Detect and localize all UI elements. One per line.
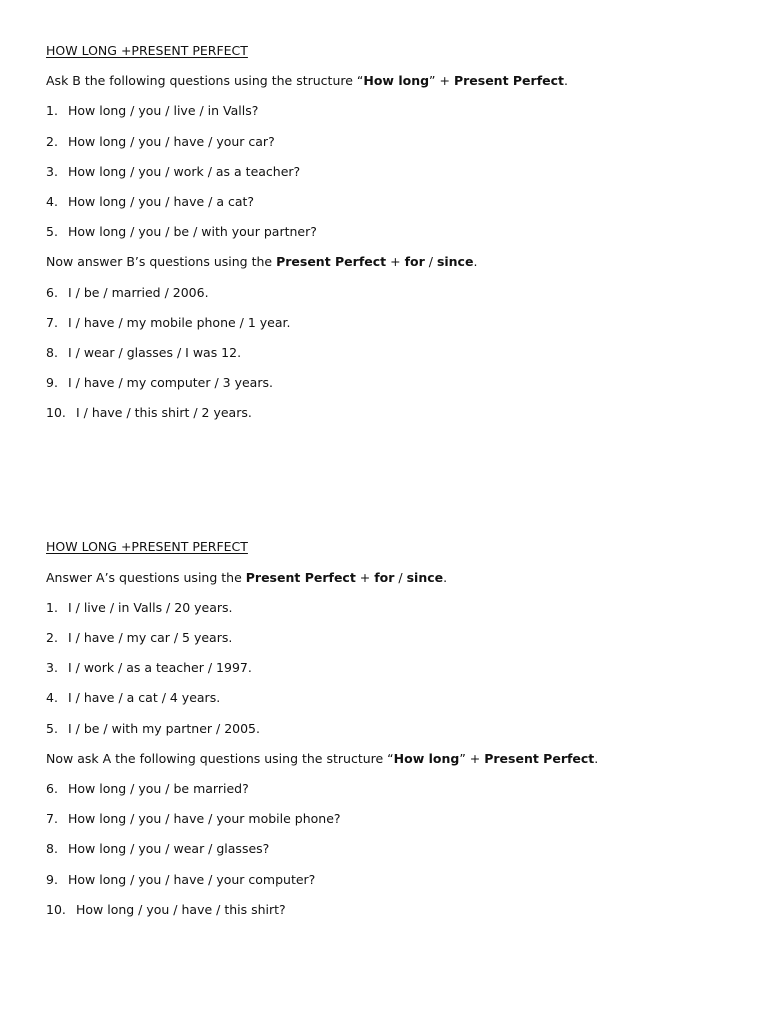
- section-title: HOW LONG +PRESENT PERFECT: [46, 43, 248, 58]
- list-item: 2. I / have / my car / 5 years.: [46, 630, 233, 645]
- list-item: 10. How long / you / have / this shirt?: [46, 901, 286, 917]
- worksheet-page: [46, 40, 736, 929]
- list-item: 4. How long / you / have / a cat?: [46, 193, 255, 209]
- list-item: 2. How long / you / have / your car?: [46, 133, 275, 149]
- list-item: 1. I / live / in Valls / 20 years.: [46, 599, 233, 615]
- instruction-ask-questions: Ask B the following questions using the structure “How long” + Present Perfect.: [46, 73, 568, 89]
- section-title: HOW LONG +PRESENT PERFECT: [46, 539, 248, 555]
- list-item: 8. How long / you / wear / glasses?: [46, 841, 270, 857]
- section-student-b: [46, 536, 736, 928]
- list-item: 8. I / wear / glasses / I was 12.: [46, 344, 242, 360]
- list-item: 9. How long / you / have / your computer?: [46, 871, 316, 887]
- list-item: 10. I / have / this shirt / 2 years.: [46, 405, 252, 421]
- list-item: 1. How long / you / live / in Valls?: [46, 103, 259, 119]
- instruction-ask-questions: Now ask A the following questions using the structure “How long” + Present Perfect.: [46, 750, 599, 766]
- list-item: 9. I / have / my computer / 3 years.: [46, 375, 273, 391]
- instruction-answer-questions: Answer A’s questions using the Present Perfect + for / since.: [46, 569, 448, 585]
- list-item: 4. I / have / a cat / 4 years.: [46, 690, 221, 706]
- list-item: 7. How long / you / have / your mobile phone?: [46, 811, 341, 827]
- list-item: 5. How long / you / be / with your partner?: [46, 224, 317, 240]
- list-item: 5. I / be / with my partner / 2005.: [46, 720, 260, 736]
- list-item: 3. I / work / as a teacher / 1997.: [46, 660, 252, 676]
- instruction-answer-questions: Now answer B’s questions using the Present Perfect + for / since.: [46, 254, 478, 270]
- section-student-a: [46, 40, 736, 432]
- list-item: 6. I / be / married / 2006.: [46, 284, 209, 300]
- list-item: 6. How long / you / be married?: [46, 780, 249, 796]
- list-item: 7. I / have / my mobile phone / 1 year.: [46, 314, 291, 330]
- list-item: 3. How long / you / work / as a teacher?: [46, 163, 301, 179]
